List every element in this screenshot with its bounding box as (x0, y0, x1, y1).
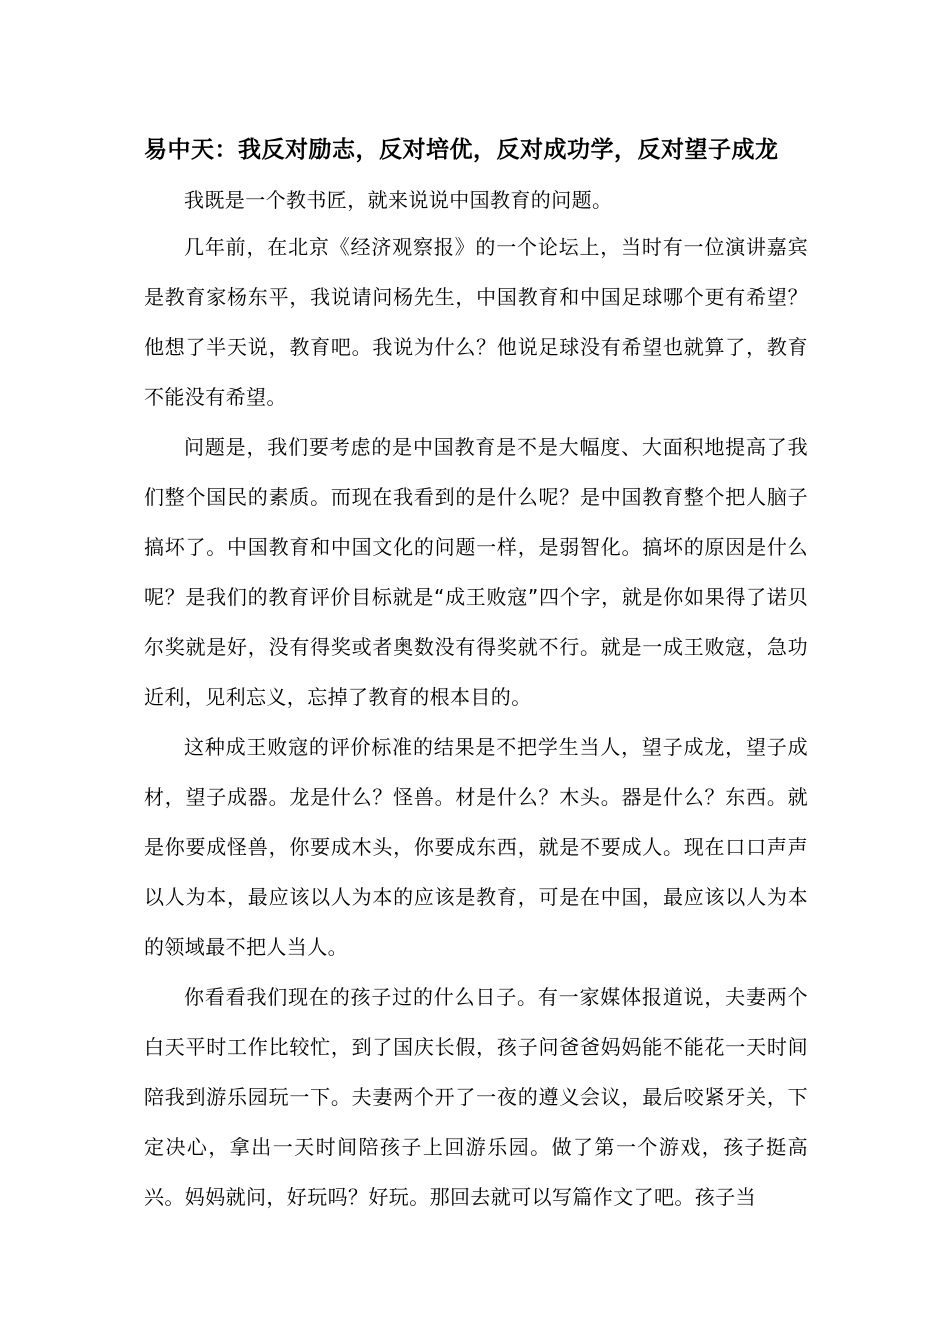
paragraph-1: 我既是一个教书匠，就来说说中国教育的问题。 (184, 188, 613, 212)
paragraph-4: 这种成王败寇的评价标准的结果是不把学生当人，望子成龙，望子成材，望子成器。龙是什么？怪兽。材是什么？木头。器是什么？东西。就是你要成怪兽，你要成木头，你要成东西，就是不要成人。现在口口声声以人为本，最应该以人为本的应该是教育，可是在中国，最应该以人为本的领域最不把人当人。 (144, 735, 808, 959)
article-body (144, 128, 808, 1222)
paragraph-3: 问题是，我们要考虑的是中国教育是不是大幅度、大面积地提高了我们整个国民的素质。而现在我看到的是什么呢？是中国教育整个把人脑子搞坏了。中国教育和中国文化的问题一样，是弱智化。搞坏的原因是什么呢？是我们的教育评价目标就是“成王败寇”四个字，就是你如果得了诺贝尔奖就是好，没有得奖或者奥数没有得奖就不行。就是一成王败寇，急功近利，见利忘义，忘掉了教育的根本目的。 (144, 435, 808, 709)
article-title: 易中天：我反对励志，反对培优，反对成功学，反对望子成龙 (144, 137, 779, 163)
paragraph-5: 你看看我们现在的孩子过的什么日子。有一家媒体报道说，夫妻两个白天平时工作比较忙，到了国庆长假，孩子问爸爸妈妈能不能花一天时间陪我到游乐园玩一下。夫妻两个开了一夜的遵义会议，最后咬紧牙关，下定决心，拿出一天时间陪孩子上回游乐园。做了第一个游戏，孩子挺高兴。妈妈就问，好玩吗？好玩。那回去就可以写篇作文了吧。孩子当 (144, 985, 808, 1209)
paragraph-2: 几年前，在北京《经济观察报》的一个论坛上，当时有一位演讲嘉宾是教育家杨东平，我说请问杨先生，中国教育和中国足球哪个更有希望？他想了半天说，教育吧。我说为什么？他说足球没有希望也就算了，教育不能没有希望。 (144, 235, 808, 409)
